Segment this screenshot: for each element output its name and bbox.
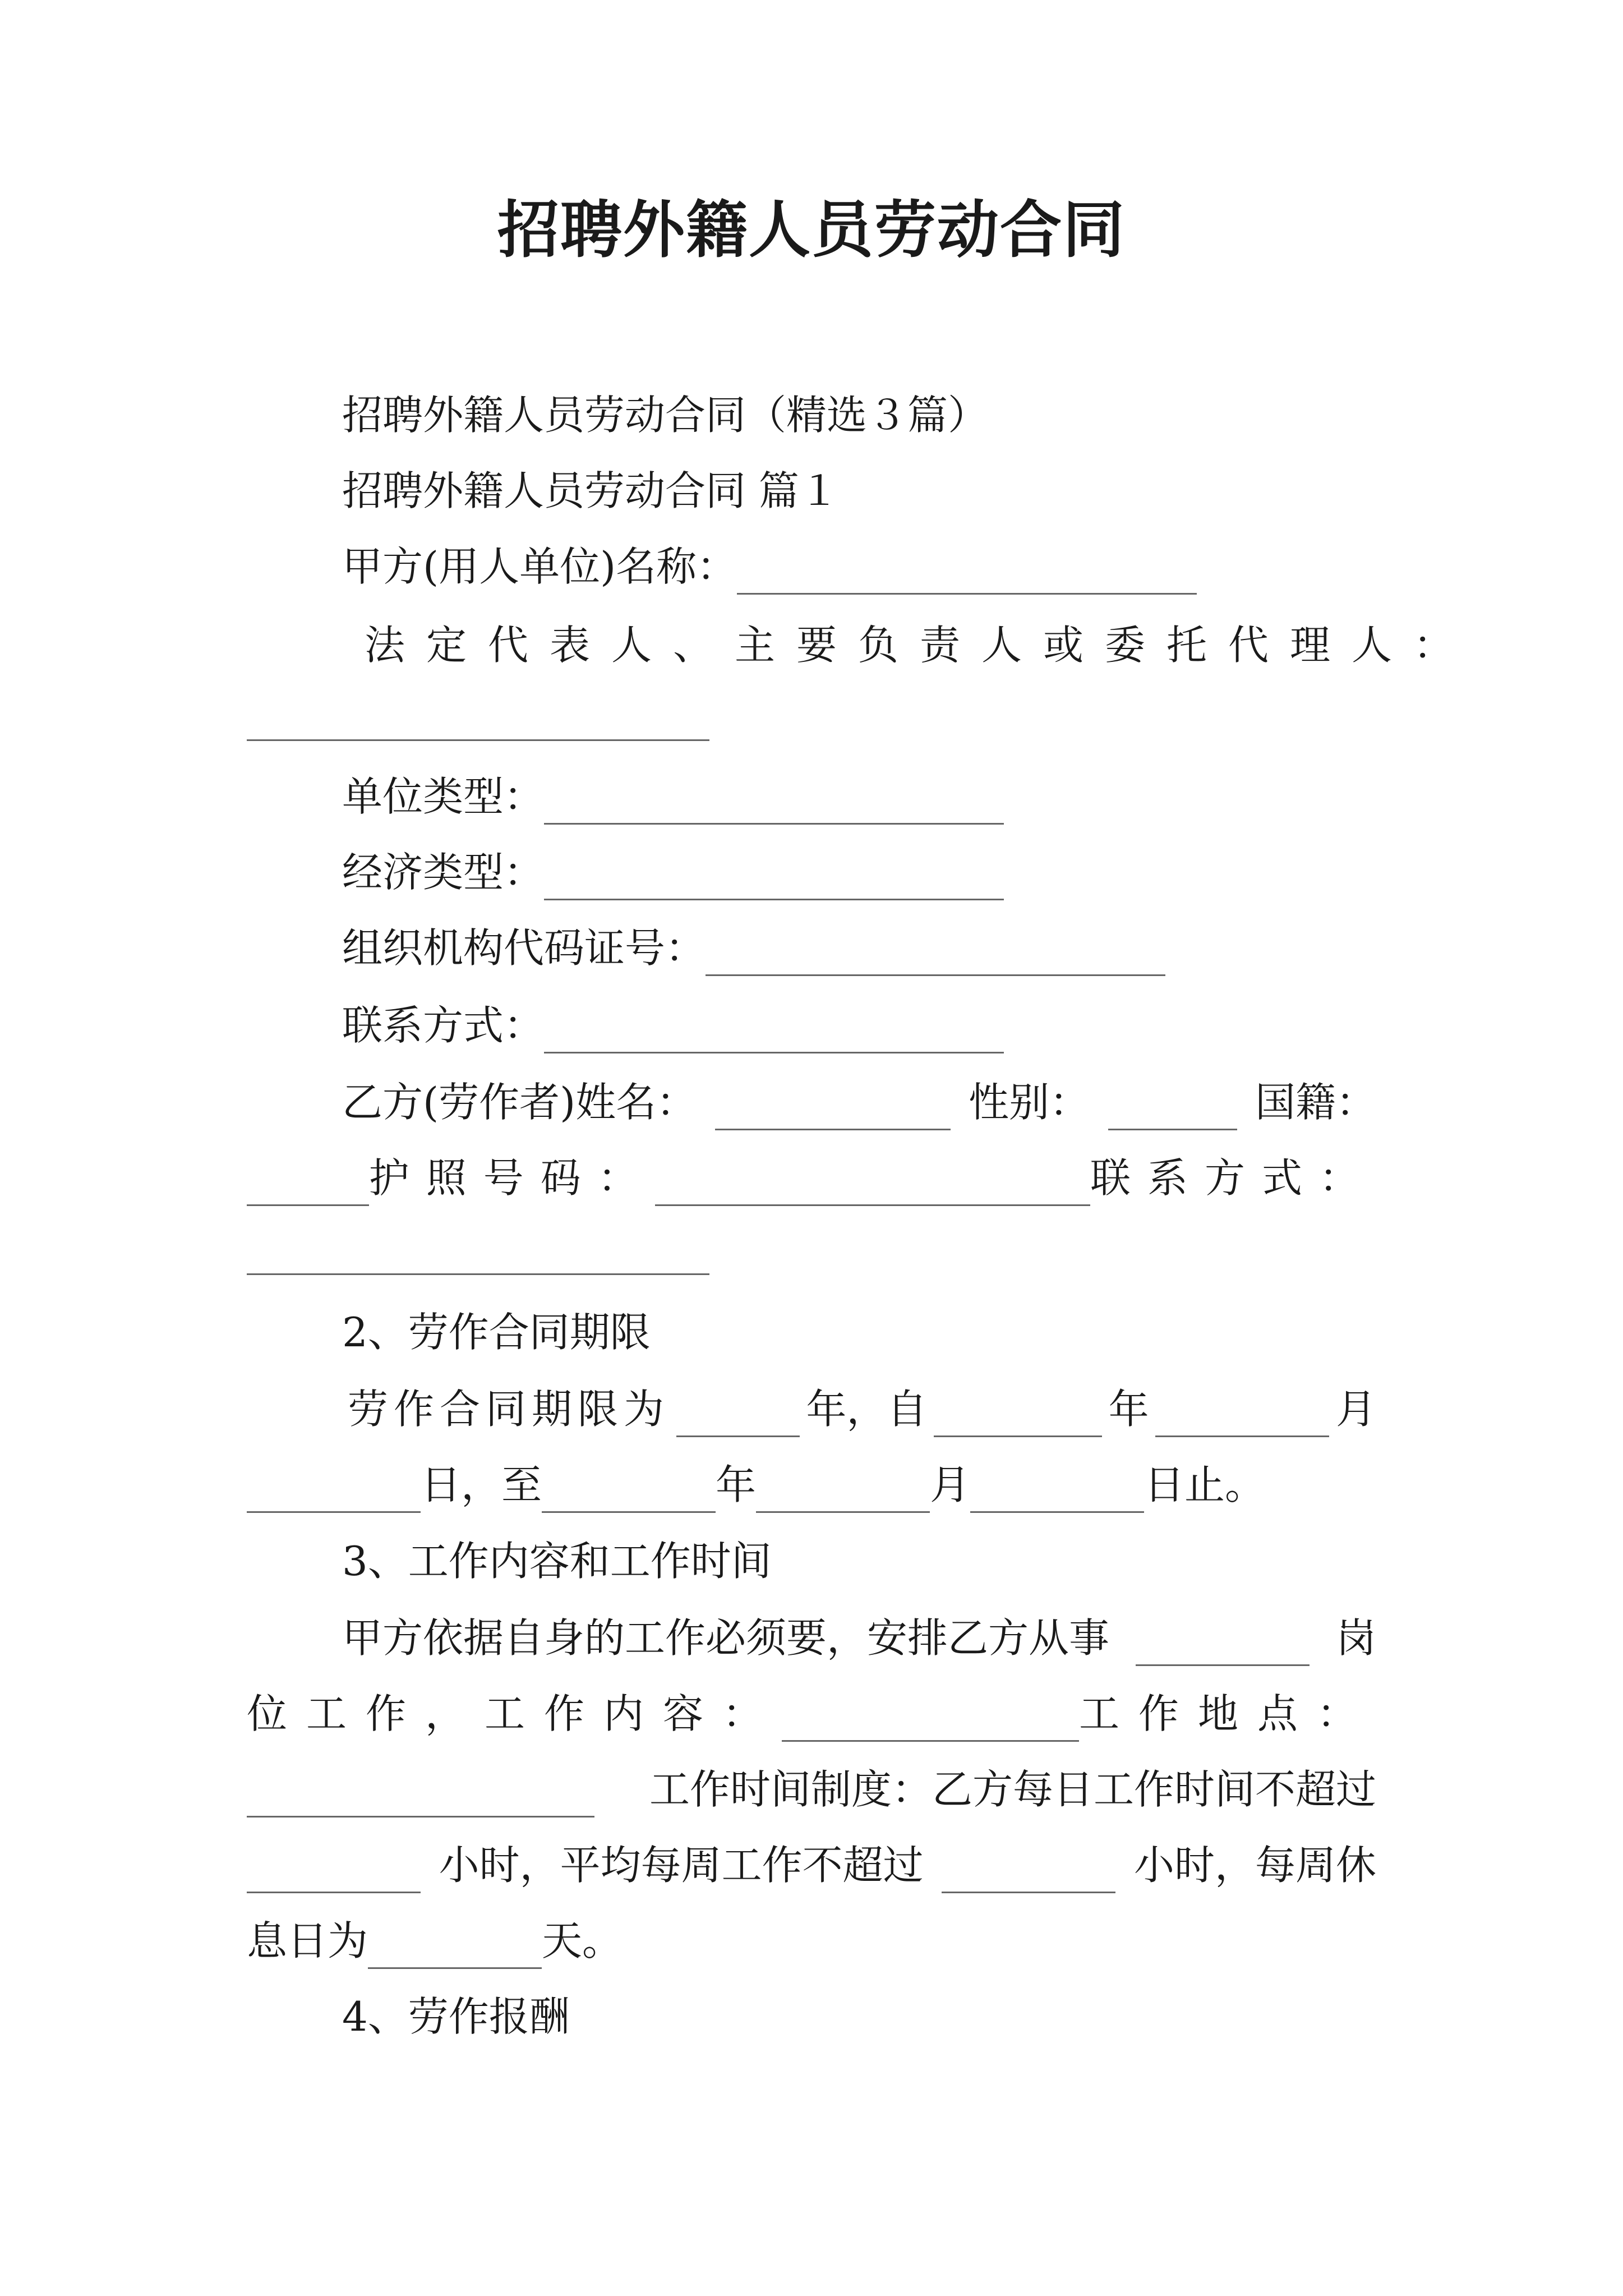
post-blank: [1136, 1621, 1310, 1666]
start-year-blank: [934, 1392, 1102, 1437]
rest-days-unit: 天。: [542, 1917, 623, 1964]
work-row-3: [247, 1761, 1376, 1818]
term-year-from: 年，自: [806, 1386, 928, 1433]
work-hours-text: 工作时间制度：乙方每日工作时间不超过: [649, 1766, 1376, 1813]
end-month-label: 月: [930, 1461, 971, 1508]
rest-days-blank: [368, 1924, 542, 1969]
econ-type-blank: [544, 855, 1004, 900]
section-2-heading: 2、劳作合同期限: [342, 1309, 651, 1356]
weekly-hours-text: 小时，平均每周工作不超过: [439, 1842, 924, 1889]
subtitle: 招聘外籍人员劳动合同（精选３篇）: [342, 392, 989, 439]
work-row-2: [247, 1686, 1376, 1742]
work-row-1: [247, 1610, 1376, 1666]
post-label: 岗: [1335, 1614, 1376, 1662]
end-day-blank: [970, 1467, 1144, 1513]
party-a-name-row: [247, 539, 1376, 595]
daily-hours-blank: [247, 1848, 421, 1893]
start-day-blank: [247, 1467, 421, 1513]
contact-blank: [544, 1008, 1004, 1053]
start-month-label: 月: [1335, 1386, 1376, 1433]
unit-type-blank: [544, 779, 1004, 825]
passport-row: [247, 1150, 1376, 1206]
org-code-blank: [706, 931, 1165, 976]
party-b-name-blank: [715, 1085, 951, 1130]
passport-blank: [655, 1161, 1090, 1206]
econ-type-row: [247, 844, 1376, 900]
party-a-name-blank: [737, 549, 1197, 595]
section-4-heading: 4、劳作报酬: [342, 1993, 570, 2040]
work-text-1: 甲方依据自身的工作必须要，安排乙方从事: [342, 1614, 1110, 1662]
start-year-label: 年: [1108, 1386, 1149, 1433]
section-3-heading: 3、工作内容和工作时间: [342, 1538, 772, 1585]
org-code-row: [247, 920, 1376, 976]
term-text: 劳作合同期限为: [348, 1386, 670, 1433]
nationality-blank: [247, 1161, 369, 1206]
term-row-2: [247, 1457, 1376, 1513]
document-title: 招聘外籍人员劳动合同: [497, 194, 1126, 266]
part-heading: 招聘外籍人员劳动合同 篇１: [342, 467, 840, 514]
econ-type-label: 经济类型：: [342, 849, 545, 896]
contact-label: 联系方式：: [342, 1002, 545, 1049]
rest-text: 小时，每周休: [1133, 1842, 1376, 1889]
party-b-name-label: 乙方(劳作者)姓名：: [342, 1079, 697, 1126]
end-month-blank: [756, 1467, 930, 1513]
contact-b-label: 联系方式：: [1090, 1154, 1376, 1202]
legal-rep-label: 法定代表人、主要负责人或委托代理人：: [365, 622, 1476, 669]
work-content-blank: [782, 1696, 1079, 1742]
term-years-blank: [676, 1392, 800, 1437]
work-place-blank: [247, 1772, 594, 1818]
passport-label: 护照号码：: [368, 1154, 655, 1202]
party-a-name-label: 甲方(用人单位)名称：: [342, 543, 737, 590]
term-row-1: [247, 1381, 1376, 1437]
work-content-label: 位工作，工作内容：: [247, 1690, 782, 1737]
work-place-label: 工作地点：: [1078, 1690, 1376, 1737]
start-day-label: 日，至: [421, 1461, 542, 1508]
contact-b-blank: [247, 1273, 709, 1275]
unit-type-row: [247, 769, 1376, 825]
contact-row: [247, 997, 1376, 1053]
unit-type-label: 单位类型：: [342, 773, 545, 820]
start-month-blank: [1155, 1392, 1329, 1437]
end-day-label: 日止。: [1144, 1461, 1266, 1508]
legal-rep-row: [247, 617, 1476, 673]
rest-days-label: 息日为: [247, 1917, 368, 1964]
work-row-4: [247, 1837, 1376, 1893]
legal-rep-blank: [247, 739, 709, 741]
end-year-label: 年: [716, 1461, 757, 1508]
gender-label: 性别：: [969, 1079, 1090, 1126]
end-year-blank: [542, 1467, 716, 1513]
org-code-label: 组织机构代码证号：: [342, 924, 706, 972]
work-row-5: [247, 1913, 1376, 1969]
gender-blank: [1108, 1085, 1237, 1130]
nationality-label: 国籍：: [1255, 1079, 1376, 1126]
party-b-row: [247, 1074, 1376, 1130]
weekly-hours-blank: [942, 1848, 1115, 1893]
